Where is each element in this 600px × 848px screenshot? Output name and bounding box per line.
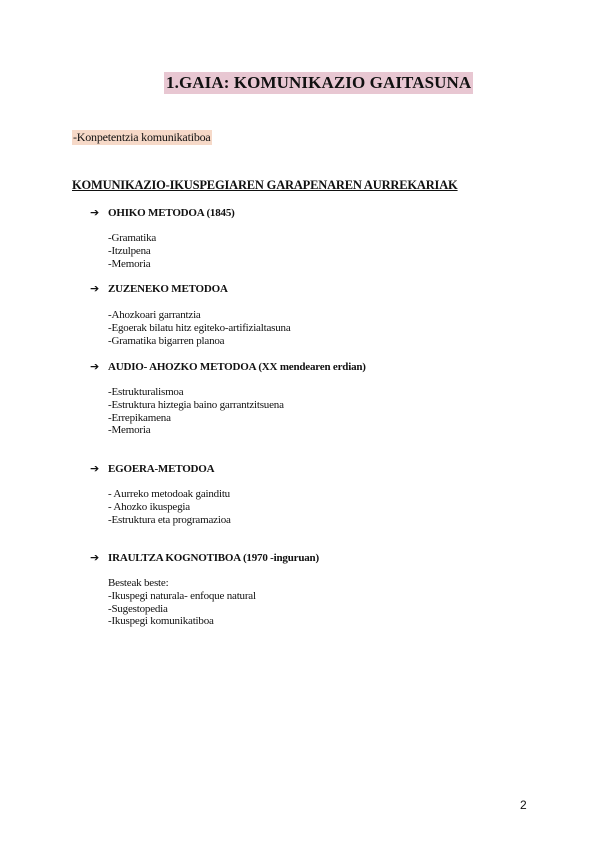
method-list-egoera [108, 488, 231, 526]
list-item: -Egoerak bilatu hitz egiteko-artifizialtasuna [108, 321, 291, 334]
page-title: 1.GAIA: KOMUNIKAZIO GAITASUNA [166, 73, 472, 92]
arrow-icon: ➔ [90, 282, 100, 295]
arrow-icon: ➔ [90, 551, 100, 564]
method-title: EGOERA-METODOA [108, 463, 215, 475]
list-item: -Estruktura eta programazioa [108, 513, 231, 526]
method-list-iraultza [108, 577, 256, 628]
arrow-icon: ➔ [90, 360, 100, 373]
list-item: -Ikuspegi naturala- enfoque natural [108, 589, 256, 602]
list-item: Besteak beste: [108, 577, 169, 589]
list-item: -Estrukturalismoa [108, 386, 184, 398]
page-number: 2 [520, 798, 527, 812]
method-title: IRAULTZA KOGNOTIBOA (1970 -inguruan) [108, 552, 319, 564]
list-item: -Estruktura hiztegia baino garrantzitsuena [108, 398, 284, 411]
list-item: -Ahozkoari garrantzia [108, 309, 201, 321]
method-heading-audio [90, 360, 366, 373]
method-heading-iraultza [90, 551, 319, 564]
section-heading: KOMUNIKAZIO-IKUSPEGIAREN GARAPENAREN AURREKARIAK [72, 178, 458, 192]
list-item: -Memoria [108, 257, 151, 270]
list-item: -Memoria [108, 424, 151, 437]
method-heading-ohiko [90, 206, 235, 219]
list-item: - Aurreko metodoak gainditu [108, 488, 230, 500]
method-title: ZUZENEKO METODOA [108, 283, 228, 295]
list-item: -Errepikamena [108, 411, 171, 424]
list-item: -Itzulpena [108, 244, 151, 257]
list-item: -Ikuspegi komunikatiboa [108, 615, 214, 628]
list-item: -Gramatika bigarren planoa [108, 334, 225, 347]
arrow-icon: ➔ [90, 462, 100, 475]
list-item: - Ahozko ikuspegia [108, 500, 190, 513]
arrow-icon: ➔ [90, 206, 100, 219]
method-title: OHIKO METODOA (1845) [108, 207, 235, 219]
method-list-zuzeneko [108, 309, 291, 347]
list-item: -Sugestopedia [108, 602, 168, 615]
method-title: AUDIO- AHOZKO METODOA (XX mendearen erdian) [108, 361, 366, 373]
list-item: -Gramatika [108, 232, 157, 244]
subtitle: -Konpetentzia komunikatiboa [73, 130, 211, 144]
method-heading-egoera [90, 462, 214, 475]
method-list-audio [108, 386, 284, 437]
method-list-ohiko [108, 232, 156, 270]
method-heading-zuzeneko [90, 282, 228, 295]
